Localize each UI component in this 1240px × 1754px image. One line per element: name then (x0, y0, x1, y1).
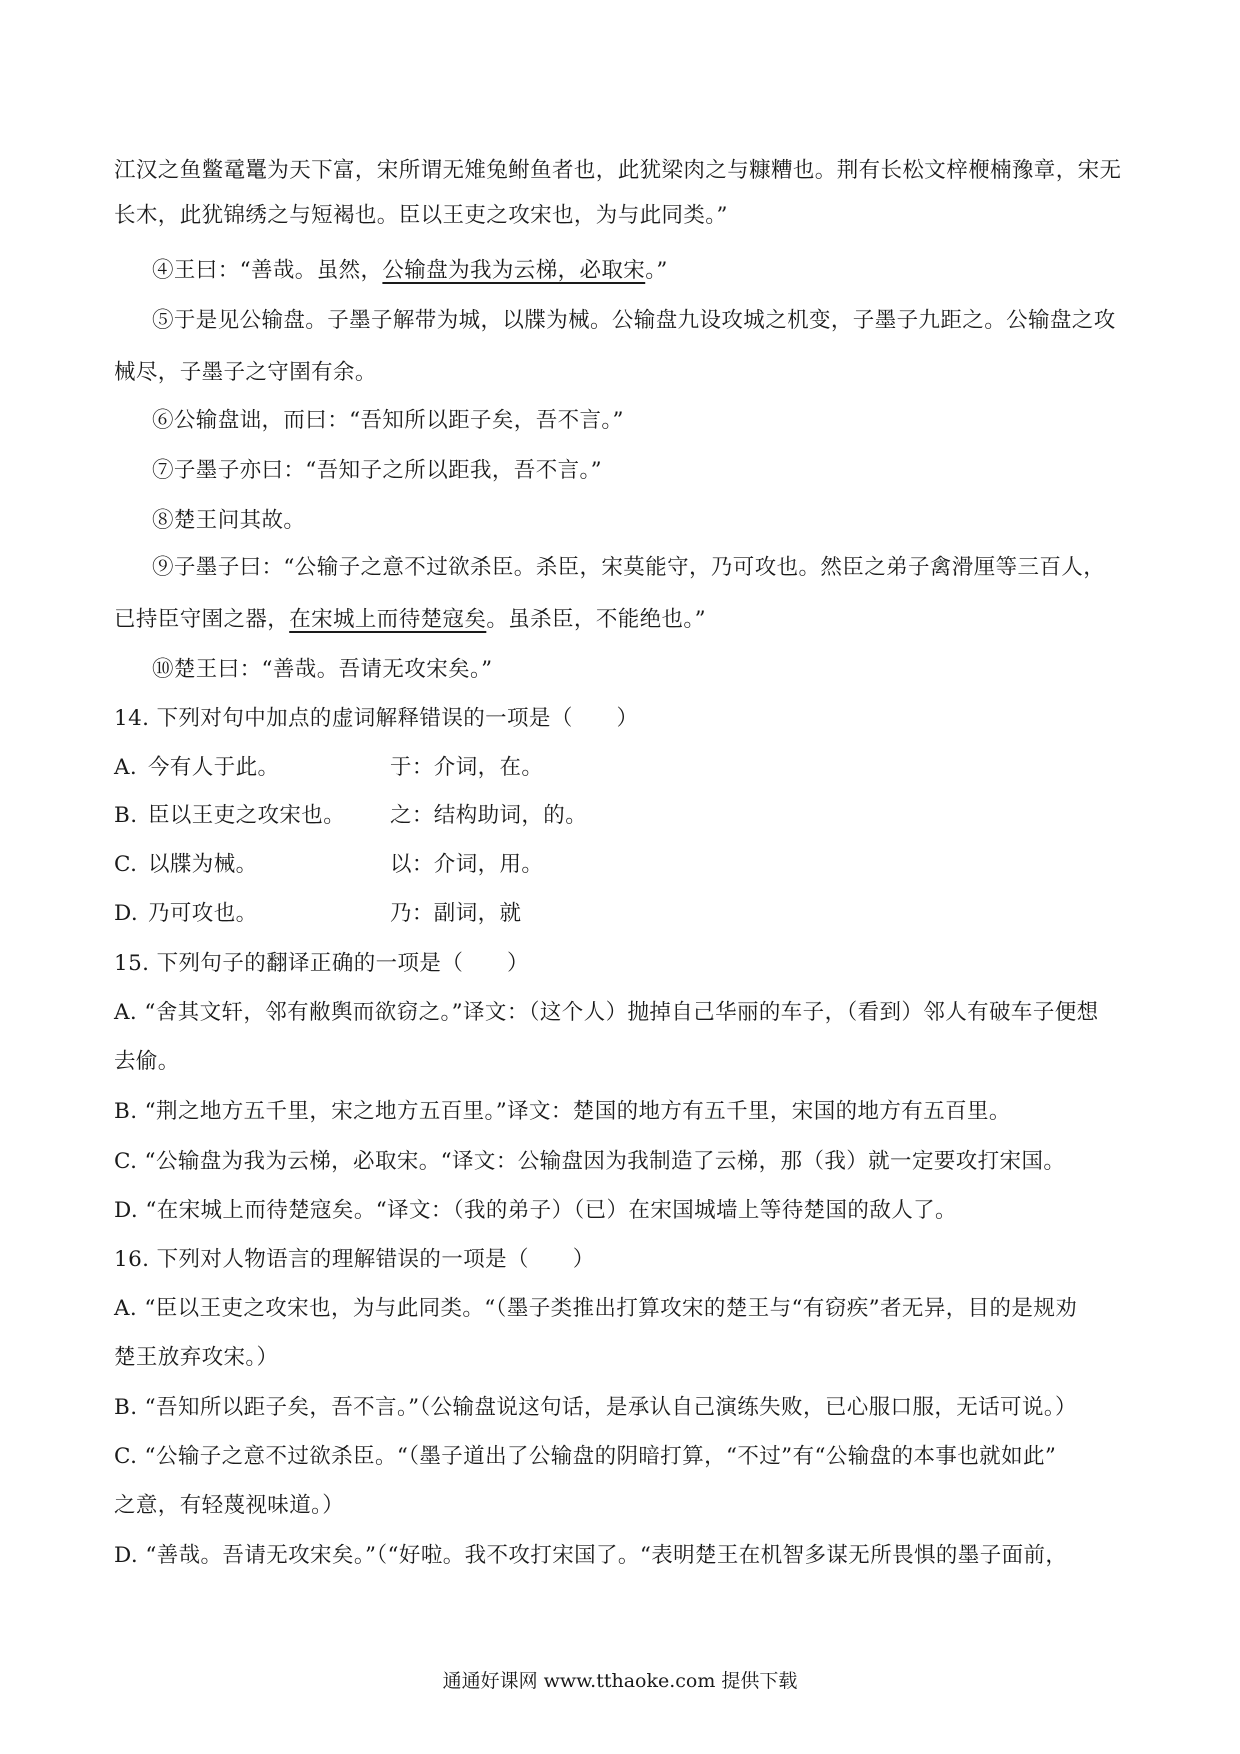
q16-option-d-line1: D. “善哉。吾请无攻宋矣。”（“好啦。我不攻打宋国了。“表明楚王在机智多谋无所畏惧的墨子面前， (114, 1543, 1068, 1568)
option-text: 臣以王吏之攻宋也。 (148, 803, 346, 828)
passage-p9-line1: ⑨子墨子曰：“公输子之意不过欲杀臣。杀臣，宋莫能守，乃可攻也。然臣之弟子禽滑厘等三百人， (152, 555, 1106, 580)
q16-option-a-line2: 楚王放弃攻宋。） (114, 1345, 279, 1370)
q14-option-d (114, 899, 521, 929)
passage-p5-line2: 械尽，子墨子之守圉有余。 (114, 360, 377, 385)
page-footer: 通通好课网 www.tthaoke.com 提供下载 (442, 1670, 798, 1692)
q14-option-c (114, 850, 543, 880)
option-letter: A. (114, 755, 138, 780)
q15-stem: 15. 下列句子的翻译正确的一项是（ ） (114, 951, 529, 976)
passage-p4-underlined: 公输盘为我为云梯，必取宋 (382, 258, 646, 283)
q15-option-a-line2: 去偷。 (114, 1049, 180, 1074)
passage-p9-underlined: 在宋城上而待楚寇矣 (289, 607, 487, 632)
q15-option-a-line1: A. “舍其文轩，邻有敝舆而欲窃之。”译文：（这个人）抛掉自己华丽的车子，（看到）邻人有破车子便想 (114, 1000, 1099, 1025)
passage-p6: ⑥公输盘诎，而曰：“吾知所以距子矣，吾不言。” (152, 408, 624, 433)
passage-p9-suffix: 。虽杀臣，不能绝也。” (486, 607, 706, 632)
passage-p4-prefix: ④王曰：“善哉。虽然， (152, 258, 383, 283)
passage-p8: ⑧楚王问其故。 (152, 508, 306, 533)
q15-option-b: B. “荆之地方五千里，宋之地方五百里。”译文：楚国的地方有五千里，宋国的地方有五百里。 (114, 1099, 1011, 1124)
option-note: 于：介词，在。 (390, 755, 544, 780)
q16-option-a-line1: A. “臣以王吏之攻宋也，为与此同类。“（墨子类推出打算攻宋的楚王与“有窃疾”者无异，目的是规劝 (114, 1296, 1078, 1321)
passage-p9-prefix: 已持臣守圉之器， (114, 607, 290, 632)
q14-option-b (114, 801, 587, 831)
passage-p4-suffix: 。” (645, 258, 668, 283)
q15-option-d: D. “在宋城上而待楚寇矣。“译文：（我的弟子）（已）在宋国城墙上等待楚国的敌人了。 (114, 1198, 957, 1223)
option-letter: B. (114, 803, 138, 828)
passage-p10: ⑩楚王曰：“善哉。吾请无攻宋矣。” (152, 657, 493, 682)
passage-p3-line1: 江汉之鱼鳖鼋鼍为天下富，宋所谓无雉兔鲋鱼者也，此犹梁肉之与糠糟也。荆有长松文梓楩楠豫章，宋无 (114, 158, 1122, 183)
option-letter: C. (114, 852, 138, 877)
passage-p7: ⑦子墨子亦曰：“吾知子之所以距我，吾不言。” (152, 458, 603, 483)
q16-stem: 16. 下列对人物语言的理解错误的一项是（ ） (114, 1247, 595, 1272)
passage-p5-line1: ⑤于是见公输盘。子墨子解带为城，以牒为械。公输盘九设攻城之机变，子墨子九距之。公输盘之攻 (152, 308, 1116, 333)
option-text: 乃可攻也。 (148, 901, 258, 926)
option-note: 乃：副词，就 (390, 901, 522, 926)
q14-option-a (114, 753, 543, 783)
q16-option-c-line2: 之意，有轻蔑视味道。） (114, 1493, 345, 1518)
q16-option-c-line1: C. “公输子之意不过欲杀臣。“（墨子道出了公输盘的阴暗打算，“不过”有“公输盘的本事也就如此” (114, 1444, 1057, 1469)
passage-p3-line2: 长木，此犹锦绣之与短褐也。臣以王吏之攻宋也，为与此同类。” (114, 203, 728, 228)
q15-option-c: C. “公输盘为我为云梯，必取宋。“译文：公输盘因为我制造了云梯，那（我）就一定要攻打宋国。 (114, 1149, 1066, 1174)
q16-option-b: B. “吾知所以距子矣，吾不言。”（公输盘说这句话，是承认自己演练失败，已心服口服，无话可说。） (114, 1395, 1077, 1420)
passage-p4 (152, 256, 668, 286)
option-note: 之：结构助词，的。 (390, 803, 588, 828)
option-text: 以牒为械。 (148, 852, 258, 877)
q14-stem: 14. 下列对句中加点的虚词解释错误的一项是（ ） (114, 706, 639, 731)
option-note: 以：介词，用。 (390, 852, 544, 877)
option-letter: D. (114, 901, 139, 926)
option-text: 今有人于此。 (148, 755, 280, 780)
passage-p9-line2 (114, 605, 706, 635)
